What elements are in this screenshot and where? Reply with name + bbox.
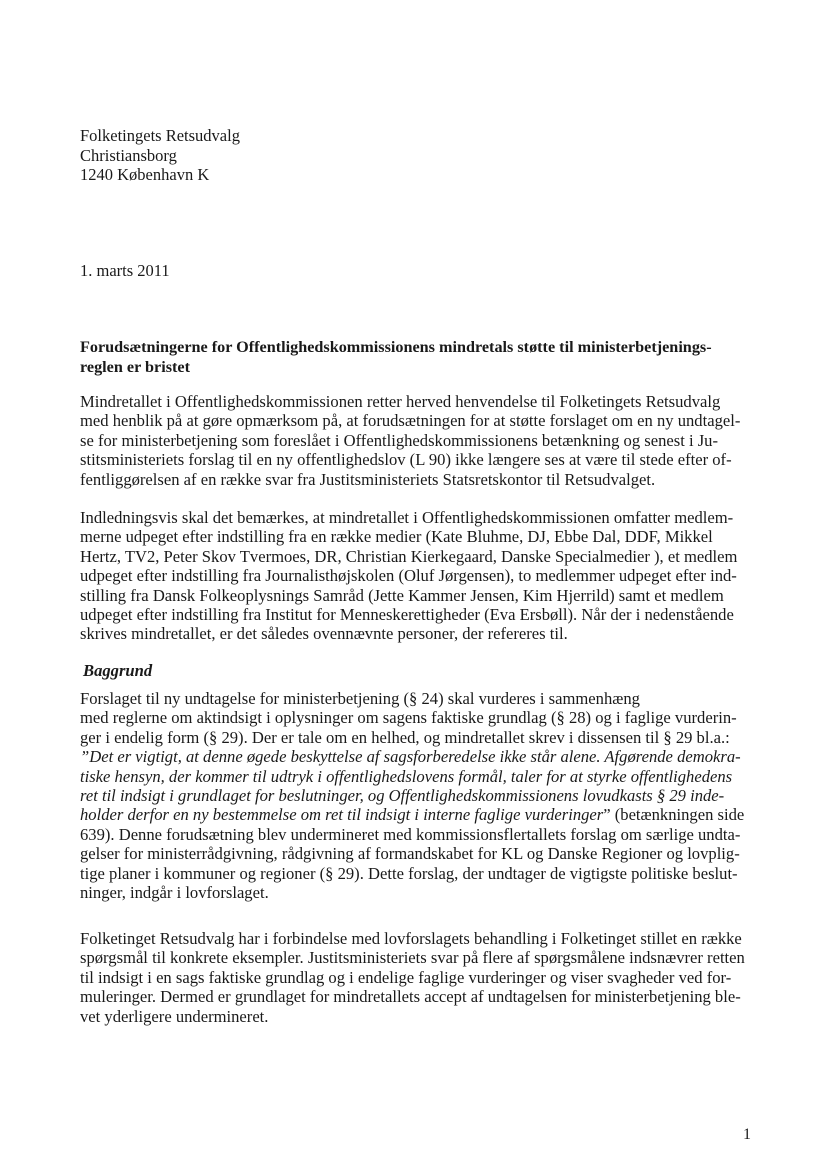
quote-fragment: holder derfor en ny bestemmelse om ret til indsigt i interne faglige vurderinger — [80, 805, 604, 825]
text-line: Folketinget Retsudvalg har i forbindelse med lovforslagets behandling i Folketinget stillet en række — [80, 929, 742, 948]
section-heading-baggrund: Baggrund — [83, 661, 153, 680]
text-line: merne udpeget efter indstilling fra en række medier (Kate Bluhme, DJ, Ebbe Dal, DDF, Mikkel — [80, 527, 713, 547]
text-line: gelser for ministerrådgivning, rådgivning af formandskabet for KL og Danske Regioner og lovplig- — [80, 844, 740, 864]
text-line: skrives mindretallet, er det således ovennævnte personer, der refereres til. — [80, 624, 568, 644]
title-line: Forudsætningerne for Offentlighedskommissionens mindretals støtte til ministerbetjenings- — [80, 338, 712, 356]
letter-title — [80, 338, 760, 377]
paragraph-background — [80, 689, 770, 902]
text-line: fentliggørelsen af en række svar fra Justitsministeriets Statsretskontor til Retsudvalget. — [80, 469, 656, 489]
text-line: udpeget efter indstilling fra Institut for Menneskerettigheder (Eva Ersbøll). Når der i nedenstående — [80, 604, 734, 624]
page-number: 1 — [743, 1126, 751, 1143]
text-line: stilling fra Dansk Folkeoplysnings Samråd (Jette Kammer Jensen, Kim Hjerrild) samt et medlem — [80, 585, 724, 605]
address-line: Christiansborg — [80, 145, 177, 165]
text-line: 639). Denne forudsætning blev undermineret med kommissionsflertallets forslag om særlige undta- — [80, 824, 741, 844]
text-line: stitsministeriets forslag til en ny offentlighedslov (L 90) ikke længere ses at være til stede efter of- — [80, 450, 732, 470]
text-line: muleringer. Dermed er grundlaget for mindretallets accept af undtagelsen for ministerbetjening ble- — [80, 987, 741, 1007]
paragraph-minority-members — [80, 508, 770, 644]
quote-line: tiske hensyn, der kommer til udtryk i offentlighedslovens formål, taler for at styrke offentlighedens — [80, 766, 733, 786]
title-line: reglen er bristet — [80, 357, 190, 376]
quote-line: ret til indsigt i grundlaget for beslutninger, og Offentlighedskommissionens lovudkasts § 29 inde- — [80, 785, 725, 805]
text-line: Forslaget til ny undtagelse for ministerbetjening (§ 24) skal vurderes i sammenhæng — [80, 689, 640, 708]
text-line: med henblik på at gøre opmærksom på, at forudsætningen for at støtte forslaget om en ny undtagel- — [80, 411, 741, 431]
text-line — [80, 805, 770, 824]
text-line: med reglerne om aktindsigt i oplysninger om sagens faktiske grundlag (§ 28) og i faglige vurderin- — [80, 708, 737, 728]
text-line: se for ministerbetjening som foreslået i Offentlighedskommissionens betænkning og senest i Ju- — [80, 430, 719, 450]
recipient-address — [80, 126, 240, 185]
quote-line: ”Det er vigtigt, at denne øgede beskyttelse af sagsforberedelse ikke står alene. Afgørende demokra- — [80, 747, 741, 767]
text-line: Hertz, TV2, Peter Skov Tvermoes, DR, Christian Kierkegaard, Danske Specialmedier ), et medlem — [80, 546, 738, 566]
text-line: ger i endelig form (§ 29). Der er tale om en helhed, og mindretallet skrev i dissensen til § 29 bl.a.: — [80, 727, 730, 747]
paragraph-intro — [80, 392, 770, 489]
text-line: ninger, indgår i lovforslaget. — [80, 882, 269, 902]
letter-date: 1. marts 2011 — [80, 261, 170, 280]
address-line: Folketingets Retsudvalg — [80, 126, 240, 145]
text-line: udpeget efter indstilling fra Journalisthøjskolen (Oluf Jørgensen), to medlemmer udpeget efter ind- — [80, 566, 737, 586]
text-line: Indledningsvis skal det bemærkes, at mindretallet i Offentlighedskommissionen omfatter medlem- — [80, 508, 734, 527]
address-line: 1240 København K — [80, 165, 210, 184]
text-line: spørgsmål til konkrete eksempler. Justitsministeriets svar på flere af spørgsmålene indsnævrer retten — [80, 948, 745, 968]
text-line: til indsigt i en sags faktiske grundlag og i endelige faglige vurderinger og viser svagheder ved for- — [80, 967, 732, 987]
paragraph-retsudvalg-questions — [80, 929, 770, 1026]
text-line: Mindretallet i Offentlighedskommissionen retter herved henvendelse til Folketingets Retsudvalg — [80, 392, 721, 411]
text-line: vet yderligere undermineret. — [80, 1006, 269, 1026]
text-fragment: ” (betænkningen side — [603, 805, 745, 825]
text-line: tige planer i kommuner og regioner (§ 29). Dette forslag, der undtager de vigtigste politiske beslut- — [80, 863, 738, 883]
